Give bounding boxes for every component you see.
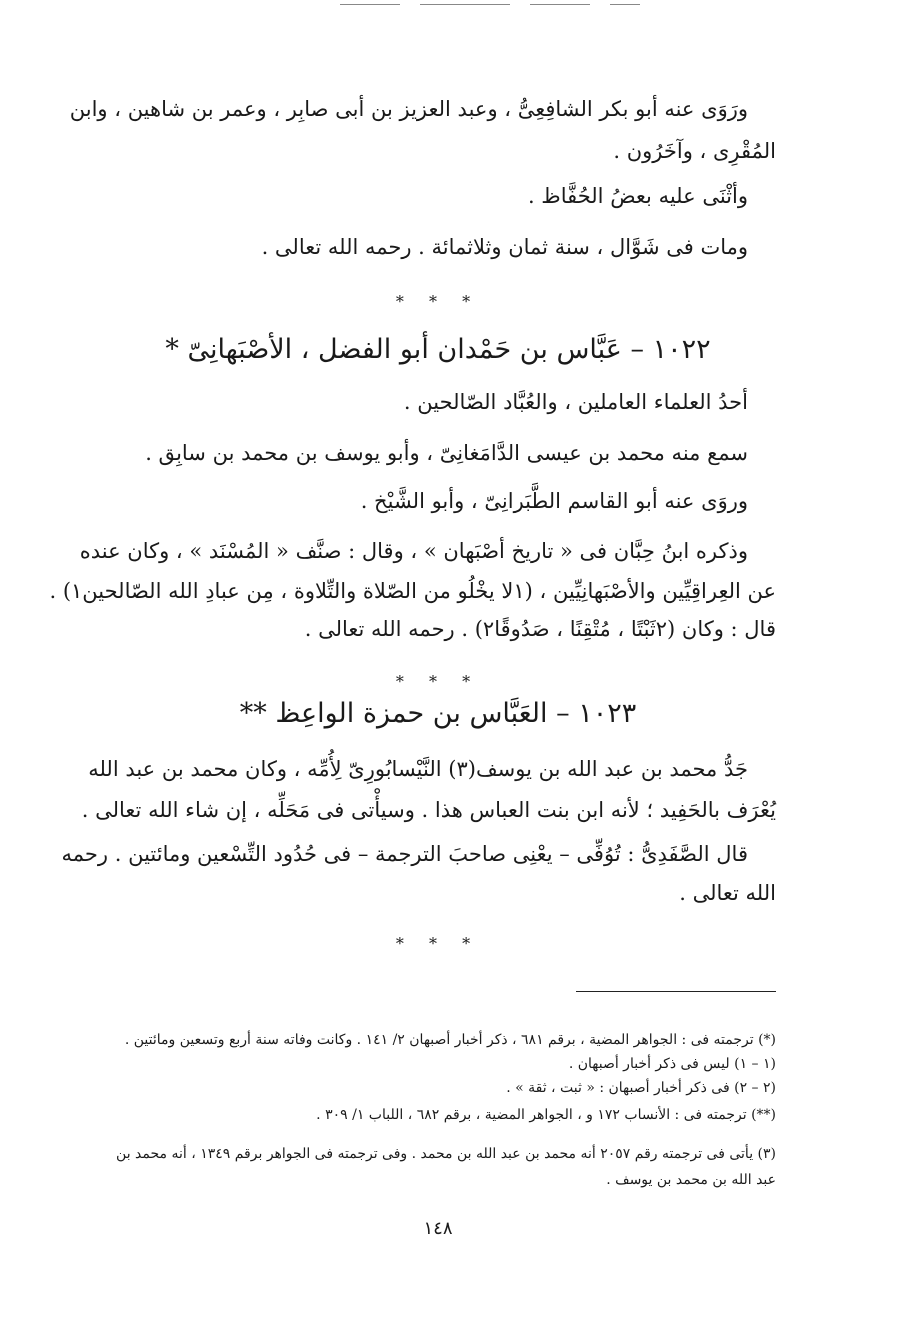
entry-heading-1023: ١٠٢٣ – العَبَّاس بن حمزة الواعِظ **	[239, 698, 637, 729]
footnote: (**) ترجمته فى : الأنساب ١٧٢ و ، الجواهر المضية ، برقم ٦٨٢ ، اللباب ١/ ٣٠٩ .	[316, 1107, 776, 1123]
footnote: (١ – ١) ليس فى ذكر أخبار أصبهان .	[568, 1056, 776, 1072]
entry-heading-1022: ١٠٢٢ – عَبَّاس بن حَمْدان أبو الفضل ، الأصْبَهانِىّ *	[165, 334, 711, 365]
body-line: قال الصَّفَدِىُّ : تُوُفِّى – يعْنِى صاحبَ الترجمة – فى حُدُود التِّسْعين ومائتين . رحمه	[61, 842, 748, 866]
body-line: يُعْرَف بالحَفِيد ؛ لأنه ابن بنت العباس هذا . وسيأْتى فى مَحَلِّه ، إن شاء الله تعالى .	[81, 798, 776, 822]
footnote: (*) ترجمته فى : الجواهر المضية ، برقم ٦٨١ ، ذكر أخبار أصبهان ٢/ ١٤١ . وكانت وفاته سنة أربع وتسعين ومائتين .	[124, 1032, 776, 1048]
body-line: ومات فى شَوَّال ، سنة ثمان وثلاثمائة . رحمه الله تعالى .	[261, 235, 748, 259]
section-separator: * * *	[395, 292, 481, 311]
top-edge-marks	[340, 4, 700, 8]
body-line: عن العِراقِيِّين والأصْبَهانِيِّين ، (١لا يخْلُو من الصّلاة والتِّلاوة ، مِن عبادِ الله الصّالحين١) .	[49, 579, 776, 603]
body-line: وذكره ابنُ حِبَّان فى « تاريخ أصْبَهان » ، وقال : صنَّف « المُسْنَد » ، وكان عنده	[79, 539, 748, 563]
body-line: أحدُ العلماء العاملين ، والعُبَّاد الصّالحين .	[403, 390, 748, 414]
section-separator: * * *	[395, 934, 481, 953]
footnote: (٣) يأتى فى ترجمته رقم ٢٠٥٧ أنه محمد بن عبد الله بن محمد . وفى ترجمته فى الجواهر برقم ١٣٤٩ ، أنه محمد بن	[116, 1146, 776, 1162]
body-line: وروَى عنه أبو القاسم الطَّبَرانِىّ ، وأبو الشَّيْخ .	[360, 489, 748, 513]
book-page	[49, 0, 776, 1325]
section-separator: * * *	[395, 672, 481, 691]
body-line: ورَوَى عنه أبو بكر الشافِعِىُّ ، وعبد العزيز بن أبى صابِر ، وعمر بن شاهين ، وابن	[69, 97, 748, 121]
body-line: قال : وكان (٢ثَبْتًا ، مُتْقِنًا ، صَدُوقًا٢) . رحمه الله تعالى .	[304, 617, 776, 641]
page-number: ١٤٨	[423, 1218, 453, 1239]
footnote: عبد الله بن محمد بن يوسف .	[606, 1172, 776, 1188]
body-line: المُقْرِى ، وآخَرُون .	[613, 139, 776, 163]
footnote-rule	[576, 991, 776, 992]
body-line: سمع منه محمد بن عيسى الدَّامَغانِىّ ، وأبو يوسف بن محمد بن سابِق .	[145, 441, 748, 465]
body-line: وأثْنَى عليه بعضُ الحُفَّاظ .	[527, 184, 748, 208]
body-line: جَدُّ محمد بن عبد الله بن يوسف(٣) النَّيْسابُورِىّ لِأُمِّه ، وكان محمد بن عبد الله	[88, 757, 748, 781]
footnote: (٢ – ٢) فى ذكر أخبار أصبهان : « ثبت ، ثقة » .	[506, 1080, 776, 1096]
body-line: الله تعالى .	[679, 881, 776, 905]
